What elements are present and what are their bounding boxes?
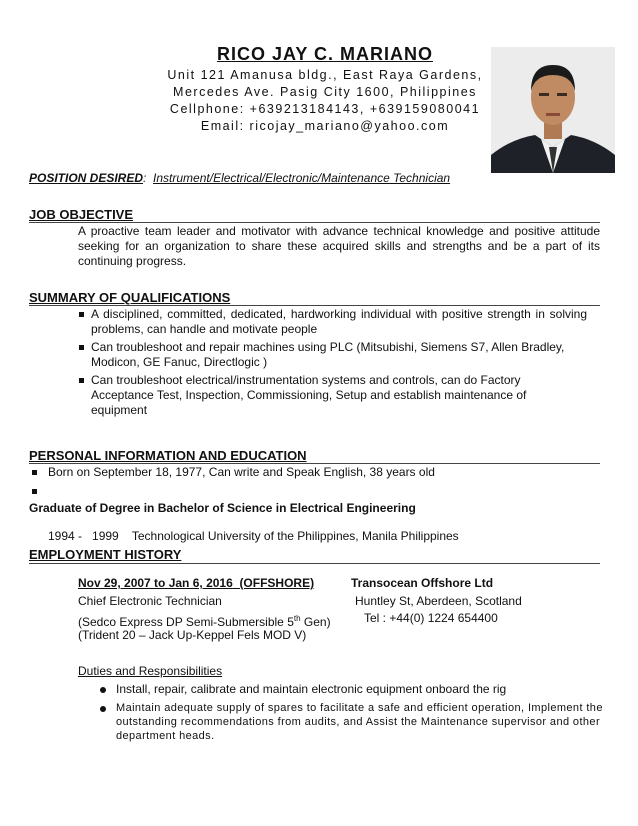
personal-item: 1994 - 1999 Technological University of the Philippines, Manila Philippines bbox=[32, 484, 592, 559]
position-value: Instrument/Electrical/Electronic/Maintenance Technician bbox=[153, 171, 451, 185]
profile-photo bbox=[491, 47, 615, 173]
degree-line: Graduate of Degree in Bachelor of Science in Electrical Engineering bbox=[29, 501, 416, 515]
square-bullet-icon bbox=[79, 345, 84, 350]
company-address: Huntley St, Aberdeen, Scotland bbox=[355, 594, 522, 608]
qualification-item: A disciplined, committed, dedicated, hardworking individual with positive strength in solving problems, can handle and motivate people bbox=[79, 307, 587, 337]
qualifications-heading: SUMMARY OF QUALIFICATIONS bbox=[29, 290, 231, 305]
square-bullet-icon bbox=[32, 489, 37, 494]
position-desired bbox=[29, 171, 450, 185]
qualifications-rule bbox=[29, 305, 600, 306]
duties-heading: Duties and Responsibilities bbox=[78, 664, 223, 678]
job-objective-heading: JOB OBJECTIVE bbox=[29, 207, 134, 222]
qualification-item: Can troubleshoot electrical/instrumentation systems and controls, can do Factory Acceptance Test, Inspection, Commissioning, Setup and establish maintenance of equipment bbox=[79, 373, 557, 418]
address-line-2: Mercedes Ave. Pasig City 1600, Philippines bbox=[173, 85, 477, 99]
job-objective-text: A proactive team leader and motivator with advance technical knowledge and positive attitude seeking for an organization to share these acquired skills and strengths and be a part of its continuing progress. bbox=[78, 224, 600, 268]
email-line: Email: ricojay_mariano@yahoo.com bbox=[200, 119, 450, 133]
employment-rule bbox=[29, 563, 600, 564]
offshore-label: (OFFSHORE) bbox=[239, 576, 315, 590]
duty-item: Install, repair, calibrate and maintain electronic equipment onboard the rig bbox=[98, 682, 598, 697]
employment-period: Nov 29, 2007 to Jan 6, 2016 (OFFSHORE) bbox=[78, 576, 315, 590]
round-bullet-icon bbox=[100, 706, 106, 712]
square-bullet-icon bbox=[32, 470, 37, 475]
vessel-1: (Sedco Express DP Semi-Submersible 5th Gen) bbox=[78, 614, 331, 629]
resume-name: RICO JAY C. MARIANO bbox=[216, 44, 434, 64]
cellphone-line: Cellphone: +639213184143, +639159080041 bbox=[169, 102, 481, 116]
company-name: Transocean Offshore Ltd bbox=[351, 576, 494, 590]
position-label: POSITION DESIRED bbox=[29, 171, 144, 185]
person-portrait-icon bbox=[491, 47, 615, 173]
job-role: Chief Electronic Technician bbox=[78, 594, 222, 608]
company-tel: Tel : +44(0) 1224 654400 bbox=[364, 611, 498, 625]
employment-heading: EMPLOYMENT HISTORY bbox=[29, 547, 182, 562]
round-bullet-icon bbox=[100, 687, 106, 693]
personal-item: Born on September 18, 1977, Can write and Speak English, 38 years old bbox=[32, 465, 592, 480]
job-objective-rule bbox=[29, 222, 600, 223]
personal-rule bbox=[29, 463, 600, 464]
vessel-2: (Trident 20 – Jack Up-Keppel Fels MOD V) bbox=[78, 628, 307, 642]
square-bullet-icon bbox=[79, 312, 84, 317]
personal-heading: PERSONAL INFORMATION AND EDUCATION bbox=[29, 448, 307, 463]
square-bullet-icon bbox=[79, 378, 84, 383]
position-colon: : bbox=[143, 171, 147, 185]
address-line-1: Unit 121 Amanusa bldg., East Raya Gardens, bbox=[167, 68, 483, 82]
duty-item: Maintain adequate supply of spares to facilitate a safe and efficient operation, Implement the outstanding recommendations from audits, and Assist the Maintenance supervisor and other department heads. bbox=[98, 701, 603, 743]
qualification-item: Can troubleshoot and repair machines using PLC (Mitsubishi, Siemens S7, Allen Bradley, Modicon, GE Fanuc, Directlogic ) bbox=[79, 340, 587, 370]
